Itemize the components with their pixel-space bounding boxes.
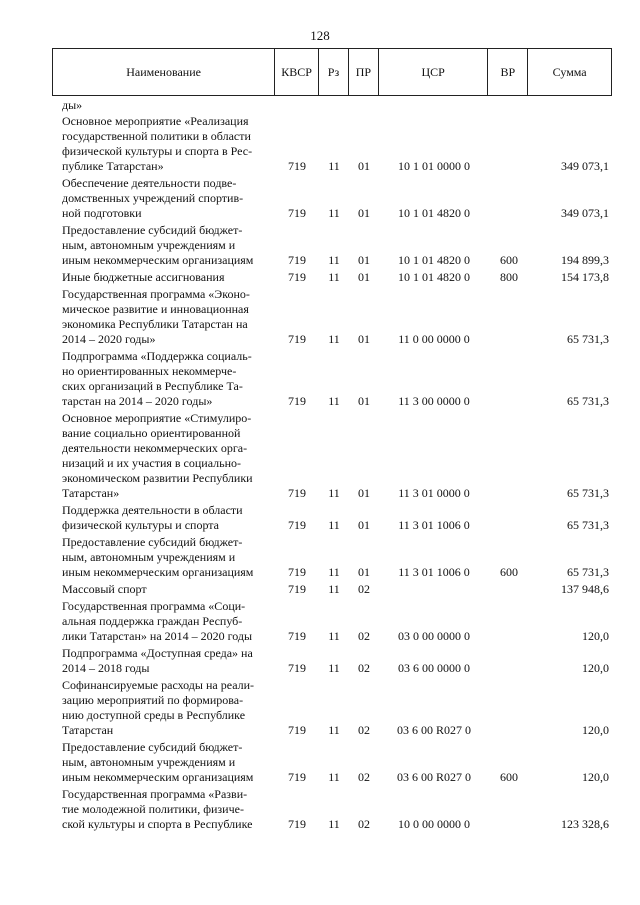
- cell-pr: 01: [358, 486, 370, 500]
- cell-kvsr: 719: [288, 661, 306, 675]
- cell-kvsr: 719: [288, 394, 306, 408]
- cell-pr: 01: [358, 518, 370, 532]
- cell-csr: 11 0 00 0000 0: [398, 332, 470, 346]
- cell-kvsr: 719: [288, 770, 306, 784]
- cell-sum: 120,0: [582, 661, 609, 675]
- cell-rz: 11: [328, 159, 340, 173]
- cell-csr: 11 3 00 0000 0: [398, 394, 470, 408]
- row-name-line: Основное мероприятие «Реализация: [62, 114, 249, 128]
- cell-pr: 01: [358, 270, 370, 284]
- cell-sum: 120,0: [582, 723, 609, 737]
- cell-sum: 120,0: [582, 629, 609, 643]
- cell-sum: 65 731,3: [567, 486, 609, 500]
- row-name-line: ной подготовки: [62, 206, 142, 220]
- row-name-line: 2014 – 2018 годы: [62, 661, 150, 675]
- header-vr: ВР: [488, 49, 528, 95]
- cell-csr: 11 3 01 1006 0: [398, 518, 470, 532]
- table-row: [52, 270, 612, 285]
- row-name-line: Основное мероприятие «Стимулиро-: [62, 411, 252, 425]
- cell-sum: 194 899,3: [561, 253, 609, 267]
- cell-rz: 11: [328, 253, 340, 267]
- row-name-line: лики Татарстан» на 2014 – 2020 годы: [62, 629, 253, 643]
- cell-kvsr: 719: [288, 270, 306, 284]
- cell-kvsr: 719: [288, 565, 306, 579]
- cell-rz: 11: [328, 270, 340, 284]
- table-row: [52, 787, 612, 832]
- table-row: [52, 503, 612, 533]
- row-name: [62, 411, 274, 501]
- row-name-line: физической культуры и спорта: [62, 518, 220, 532]
- cell-kvsr: 719: [288, 817, 306, 831]
- row-name-line: государственной политики в области: [62, 129, 251, 143]
- row-name-line: домственных учреждений спортив-: [62, 191, 244, 205]
- cell-kvsr: 719: [288, 206, 306, 220]
- cell-csr: 03 6 00 R027 0: [396, 770, 471, 784]
- row-name: [62, 582, 274, 597]
- cell-csr: 10 1 01 4820 0: [398, 270, 470, 284]
- header-pr: ПР: [349, 49, 379, 95]
- cell-rz: 11: [328, 629, 340, 643]
- row-name-line: Подпрограмма «Доступная среда» на: [62, 646, 253, 660]
- row-name-line: Государственная программа «Разви-: [62, 787, 248, 801]
- row-name: [62, 678, 274, 738]
- row-name-line: нию доступной среды в Республике: [62, 708, 246, 722]
- row-name-line: Татарстан»: [62, 486, 120, 500]
- table-row: [52, 582, 612, 597]
- table-row: [52, 176, 612, 221]
- row-name-line: физической культуры и спорта в Рес-: [62, 144, 253, 158]
- cell-rz: 11: [328, 723, 340, 737]
- cell-sum: 154 173,8: [561, 270, 609, 284]
- row-name-line: низаций и их участия в социально-: [62, 456, 242, 470]
- row-name-line: Предоставление субсидий бюджет-: [62, 535, 243, 549]
- table-row: [52, 535, 612, 580]
- table-row: [52, 114, 612, 174]
- cell-csr: 11 3 01 1006 0: [398, 565, 470, 579]
- row-name-line: альная поддержка граждан Респуб-: [62, 614, 243, 628]
- row-name: [62, 740, 274, 785]
- table-row: [52, 678, 612, 738]
- header-kvsr: КВСР: [275, 49, 319, 95]
- cell-rz: 11: [328, 394, 340, 408]
- row-name-line: Государственная программа «Соци-: [62, 599, 246, 613]
- row-name-line: Иные бюджетные ассигнования: [62, 270, 225, 284]
- row-name-line: иным некоммерческим организациям: [62, 770, 254, 784]
- row-name-line: Подпрограмма «Поддержка социаль-: [62, 349, 252, 363]
- cell-pr: 01: [358, 253, 370, 267]
- cell-vr: 600: [500, 253, 518, 267]
- row-name-line: ным, автономным учреждениям и: [62, 550, 236, 564]
- row-name-line: иным некоммерческим организациям: [62, 253, 254, 267]
- row-name-line: зацию мероприятий по формирова-: [62, 693, 244, 707]
- row-name-line: иным некоммерческим организациям: [62, 565, 254, 579]
- cell-rz: 11: [328, 817, 340, 831]
- cell-rz: 11: [328, 206, 340, 220]
- cell-csr: 10 0 00 0000 0: [398, 817, 470, 831]
- cell-sum: 349 073,1: [561, 206, 609, 220]
- row-name-line: мическое развитие и инновационная: [62, 302, 249, 316]
- cell-pr: 02: [358, 582, 370, 596]
- row-name: [62, 349, 274, 409]
- cell-pr: 02: [358, 723, 370, 737]
- cell-csr: 11 3 01 0000 0: [398, 486, 470, 500]
- row-name: [62, 270, 274, 285]
- table-header: [52, 48, 612, 96]
- row-name-line: деятельности некоммерческих орга-: [62, 441, 248, 455]
- cell-rz: 11: [328, 661, 340, 675]
- row-name: [62, 787, 274, 832]
- table-row: [52, 740, 612, 785]
- table-row: [52, 646, 612, 676]
- table-row: [52, 287, 612, 347]
- row-name: [62, 599, 274, 644]
- row-name-line: ным, автономным учреждениям и: [62, 238, 236, 252]
- row-name-line: ным, автономным учреждениям и: [62, 755, 236, 769]
- row-name-line: Государственная программа «Эконо-: [62, 287, 250, 301]
- cell-csr: 03 0 00 0000 0: [398, 629, 470, 643]
- table-row: [52, 411, 612, 501]
- cell-kvsr: 719: [288, 518, 306, 532]
- cell-sum: 65 731,3: [567, 518, 609, 532]
- cell-vr: 600: [500, 770, 518, 784]
- cell-kvsr: 719: [288, 582, 306, 596]
- cell-rz: 11: [328, 518, 340, 532]
- row-name-line: Предоставление субсидий бюджет-: [62, 740, 243, 754]
- header-name: Наименование: [53, 49, 275, 95]
- row-name-line: экономика Республики Татарстан на: [62, 317, 248, 331]
- cell-pr: 02: [358, 629, 370, 643]
- table-row: [52, 349, 612, 409]
- cell-pr: 01: [358, 332, 370, 346]
- row-name-line: тие молодежной политики, физиче-: [62, 802, 244, 816]
- cell-csr: 10 1 01 4820 0: [398, 253, 470, 267]
- row-name-line: Массовый спорт: [62, 582, 147, 596]
- cell-csr: 10 1 01 4820 0: [398, 206, 470, 220]
- header-csr: ЦСР: [379, 49, 489, 95]
- cell-sum: 120,0: [582, 770, 609, 784]
- row-name-line: тарстан на 2014 – 2020 годы»: [62, 394, 213, 408]
- cell-kvsr: 719: [288, 486, 306, 500]
- row-name-line: Поддержка деятельности в области: [62, 503, 243, 517]
- cell-kvsr: 719: [288, 629, 306, 643]
- cell-kvsr: 719: [288, 723, 306, 737]
- table-row: [52, 223, 612, 268]
- row-name-line: Обеспечение деятельности подве-: [62, 176, 237, 190]
- cell-rz: 11: [328, 582, 340, 596]
- cell-vr: 800: [500, 270, 518, 284]
- row-name: [62, 223, 274, 268]
- row-name: [62, 287, 274, 347]
- header-sum: Сумма: [552, 64, 587, 79]
- cell-pr: 01: [358, 159, 370, 173]
- cell-kvsr: 719: [288, 159, 306, 173]
- cell-pr: 02: [358, 661, 370, 675]
- row-name: [62, 114, 274, 174]
- table-body: [52, 114, 612, 834]
- row-name-line: публике Татарстан»: [62, 159, 164, 173]
- row-name-line: ской культуры и спорта в Республике: [62, 817, 253, 831]
- cell-sum: 65 731,3: [567, 394, 609, 408]
- header-rz: Рз: [319, 49, 349, 95]
- continuation-text: ды»: [62, 98, 83, 112]
- row-name-line: ских организаций в Республике Та-: [62, 379, 243, 393]
- row-name: [62, 176, 274, 221]
- cell-rz: 11: [328, 332, 340, 346]
- cell-pr: 02: [358, 817, 370, 831]
- row-name-line: 2014 – 2020 годы»: [62, 332, 156, 346]
- cell-kvsr: 719: [288, 253, 306, 267]
- row-name-line: экономическом развитии Республики: [62, 471, 253, 485]
- row-name-line: Софинансируемые расходы на реали-: [62, 678, 255, 692]
- cell-sum: 65 731,3: [567, 565, 609, 579]
- cell-pr: 01: [358, 394, 370, 408]
- row-name-line: вание социально ориентированной: [62, 426, 241, 440]
- row-name: [62, 646, 274, 676]
- cell-rz: 11: [328, 486, 340, 500]
- cell-pr: 01: [358, 206, 370, 220]
- cell-rz: 11: [328, 770, 340, 784]
- row-name-line: Татарстан: [62, 723, 114, 737]
- cell-sum: 65 731,3: [567, 332, 609, 346]
- cell-vr: 600: [500, 565, 518, 579]
- cell-rz: 11: [328, 565, 340, 579]
- cell-pr: 01: [358, 565, 370, 579]
- cell-csr: 10 1 01 0000 0: [398, 159, 470, 173]
- cell-kvsr: 719: [288, 332, 306, 346]
- cell-sum: 123 328,6: [561, 817, 609, 831]
- cell-sum: 349 073,1: [561, 159, 609, 173]
- page-number: 128: [310, 28, 330, 43]
- row-name-line: но ориентированных некоммерче-: [62, 364, 237, 378]
- cell-csr: 03 6 00 0000 0: [398, 661, 470, 675]
- table-row: [52, 599, 612, 644]
- cell-csr: 03 6 00 R027 0: [396, 723, 471, 737]
- row-name: [62, 535, 274, 580]
- cell-sum: 137 948,6: [561, 582, 609, 596]
- row-name: [62, 503, 274, 533]
- row-name-line: Предоставление субсидий бюджет-: [62, 223, 243, 237]
- cell-pr: 02: [358, 770, 370, 784]
